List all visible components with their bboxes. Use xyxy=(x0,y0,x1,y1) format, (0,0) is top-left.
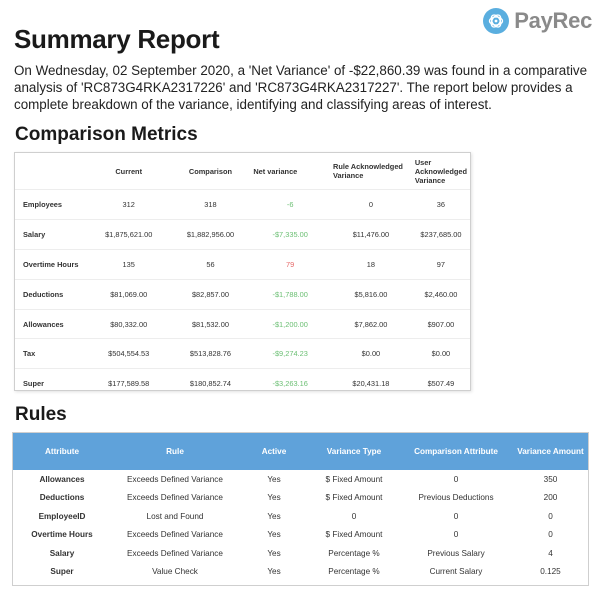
rules-header-row xyxy=(13,433,588,470)
rules-cell-attribute: Super xyxy=(50,567,74,577)
metrics-row-label: Deductions xyxy=(15,279,87,309)
metrics-cell-rule-ack: $11,476.00 xyxy=(330,219,412,249)
metrics-cell-net: -$1,788.00 xyxy=(250,279,330,309)
rules-cell-active: Yes xyxy=(267,474,281,484)
rules-col-header: Active xyxy=(239,433,309,470)
metrics-cell-comparison: $180,852.74 xyxy=(171,369,251,398)
metrics-cell-net: -$3,263.16 xyxy=(250,369,330,398)
rules-cell-rule: Exceeds Defined Variance xyxy=(127,548,223,558)
rules-cell-comparison-attribute: 0 xyxy=(453,530,459,540)
comparison-metrics-heading: Comparison Metrics xyxy=(15,124,198,145)
rules-cell-attribute: Deductions xyxy=(39,493,85,503)
metrics-cell-user-ack: $237,685.00 xyxy=(412,219,470,249)
metrics-row xyxy=(15,190,470,220)
metrics-row xyxy=(15,249,470,279)
rules-cell-variance-amount: 350 xyxy=(543,474,558,484)
rules-cell-attribute: Salary xyxy=(49,548,75,558)
rules-col-header: Comparison Attribute xyxy=(399,433,513,470)
logo-mark-icon xyxy=(483,8,509,34)
metrics-cell-comparison: 318 xyxy=(171,190,251,220)
rules-col-header: Variance Amount xyxy=(513,433,588,470)
rules-cell-variance-type: $ Fixed Amount xyxy=(325,493,383,503)
metrics-cell-rule-ack: $5,816.00 xyxy=(330,279,412,309)
metrics-row-label: Tax xyxy=(15,339,87,369)
rules-cell-variance-type: $ Fixed Amount xyxy=(325,530,383,540)
metrics-header-row xyxy=(15,153,470,190)
metrics-cell-user-ack: $0.00 xyxy=(412,339,470,369)
rules-cell-comparison-attribute: Previous Salary xyxy=(427,548,485,558)
rules-cell-active: Yes xyxy=(267,511,281,521)
rules-row xyxy=(13,470,588,489)
metrics-row xyxy=(15,309,470,339)
metrics-row-label: Overtime Hours xyxy=(15,249,87,279)
metrics-cell-net: -6 xyxy=(250,190,330,220)
metrics-row-label: Salary xyxy=(15,219,87,249)
report-intro: On Wednesday, 02 September 2020, a 'Net Variance' of -$22,860.39 was found in a comparative analysis of 'RC873G4RKA2317226' and 'RC873G4RKA2317227'. The report below provides a complete breakdown of the variance, identifying and classifying areas of interest. xyxy=(14,63,588,112)
payrec-logo xyxy=(483,8,592,34)
rules-cell-variance-amount: 0.125 xyxy=(540,567,561,577)
rules-col-header: Attribute xyxy=(13,433,111,470)
rules-cell-attribute: Allowances xyxy=(39,474,85,484)
rules-cell-active: Yes xyxy=(267,548,281,558)
brand-name: PayRec xyxy=(514,8,592,33)
metrics-cell-comparison: 56 xyxy=(171,249,251,279)
metrics-col-header: Comparison xyxy=(188,166,232,176)
rules-cell-variance-type: Percentage % xyxy=(328,567,380,577)
metrics-cell-comparison: $1,882,956.00 xyxy=(171,219,251,249)
rules-row xyxy=(13,489,588,508)
metrics-cell-rule-ack: $7,862.00 xyxy=(330,309,412,339)
rules-cell-rule: Lost and Found xyxy=(146,511,204,521)
rules-cell-rule: Exceeds Defined Variance xyxy=(127,530,223,540)
rules-cell-comparison-attribute: 0 xyxy=(453,474,459,484)
metrics-cell-current: 135 xyxy=(87,249,171,279)
rules-cell-comparison-attribute: Previous Deductions xyxy=(418,493,494,503)
metrics-row-label: Employees xyxy=(15,190,87,220)
rules-cell-variance-type: Percentage % xyxy=(328,548,380,558)
rules-card xyxy=(12,432,589,586)
metrics-cell-net: -$1,200.00 xyxy=(250,309,330,339)
metrics-cell-user-ack: 36 xyxy=(412,190,470,220)
rules-cell-comparison-attribute: 0 xyxy=(453,511,459,521)
metrics-cell-rule-ack: 0 xyxy=(330,190,412,220)
rules-heading: Rules xyxy=(15,404,67,425)
metrics-cell-current: $177,589.58 xyxy=(87,369,171,398)
rules-row xyxy=(13,526,588,545)
metrics-row xyxy=(15,219,470,249)
metrics-cell-current: $81,069.00 xyxy=(87,279,171,309)
rules-cell-rule: Value Check xyxy=(152,567,198,577)
metrics-row xyxy=(15,369,470,398)
rules-cell-variance-amount: 200 xyxy=(543,493,558,503)
rules-cell-variance-amount: 0 xyxy=(548,511,553,521)
rules-table xyxy=(13,433,588,581)
metrics-col-header: Rule Acknowledged Variance xyxy=(333,162,403,180)
rules-col-header: Rule xyxy=(111,433,239,470)
metrics-cell-comparison: $81,532.00 xyxy=(171,309,251,339)
metrics-cell-rule-ack: 18 xyxy=(330,249,412,279)
rules-cell-active: Yes xyxy=(267,493,281,503)
metrics-cell-rule-ack: $0.00 xyxy=(330,339,412,369)
metrics-col-header: Net variance xyxy=(253,166,298,176)
rules-cell-variance-amount: 0 xyxy=(548,530,553,540)
rules-cell-active: Yes xyxy=(267,530,281,540)
metrics-row-label: Super xyxy=(15,369,87,398)
metrics-cell-current: $80,332.00 xyxy=(87,309,171,339)
rules-col-header: Variance Type xyxy=(309,433,399,470)
comparison-metrics-table xyxy=(15,153,470,398)
metrics-cell-net: 79 xyxy=(250,249,330,279)
metrics-cell-user-ack: 97 xyxy=(412,249,470,279)
metrics-col-header xyxy=(15,153,87,190)
metrics-cell-current: $1,875,621.00 xyxy=(87,219,171,249)
rules-cell-rule: Exceeds Defined Variance xyxy=(127,493,223,503)
rules-cell-attribute: EmployeeID xyxy=(38,511,86,521)
rules-row xyxy=(13,544,588,563)
metrics-cell-net: -$9,274.23 xyxy=(250,339,330,369)
metrics-cell-user-ack: $2,460.00 xyxy=(412,279,470,309)
metrics-cell-rule-ack: $20,431.18 xyxy=(330,369,412,398)
metrics-col-header: Current xyxy=(115,166,143,176)
comparison-metrics-card xyxy=(14,152,471,391)
rules-cell-attribute: Overtime Hours xyxy=(31,530,93,540)
metrics-cell-comparison: $82,857.00 xyxy=(171,279,251,309)
rules-cell-variance-type: $ Fixed Amount xyxy=(325,474,383,484)
metrics-row-label: Allowances xyxy=(15,309,87,339)
rules-cell-comparison-attribute: Current Salary xyxy=(429,567,483,577)
rules-row xyxy=(13,507,588,526)
page-title: Summary Report xyxy=(14,24,220,54)
metrics-row xyxy=(15,279,470,309)
metrics-cell-comparison: $513,828.76 xyxy=(171,339,251,369)
metrics-cell-user-ack: $907.00 xyxy=(412,309,470,339)
metrics-col-header: User Acknowledged Variance xyxy=(414,157,467,185)
metrics-row xyxy=(15,339,470,369)
metrics-cell-user-ack: $507.49 xyxy=(412,369,470,398)
metrics-cell-current: $504,554.53 xyxy=(87,339,171,369)
rules-row xyxy=(13,563,588,582)
rules-cell-rule: Exceeds Defined Variance xyxy=(127,474,223,484)
rules-cell-active: Yes xyxy=(267,567,281,577)
rules-cell-variance-amount: 4 xyxy=(548,548,553,558)
metrics-cell-net: -$7,335.00 xyxy=(250,219,330,249)
rules-cell-variance-type: 0 xyxy=(351,511,357,521)
metrics-cell-current: 312 xyxy=(87,190,171,220)
